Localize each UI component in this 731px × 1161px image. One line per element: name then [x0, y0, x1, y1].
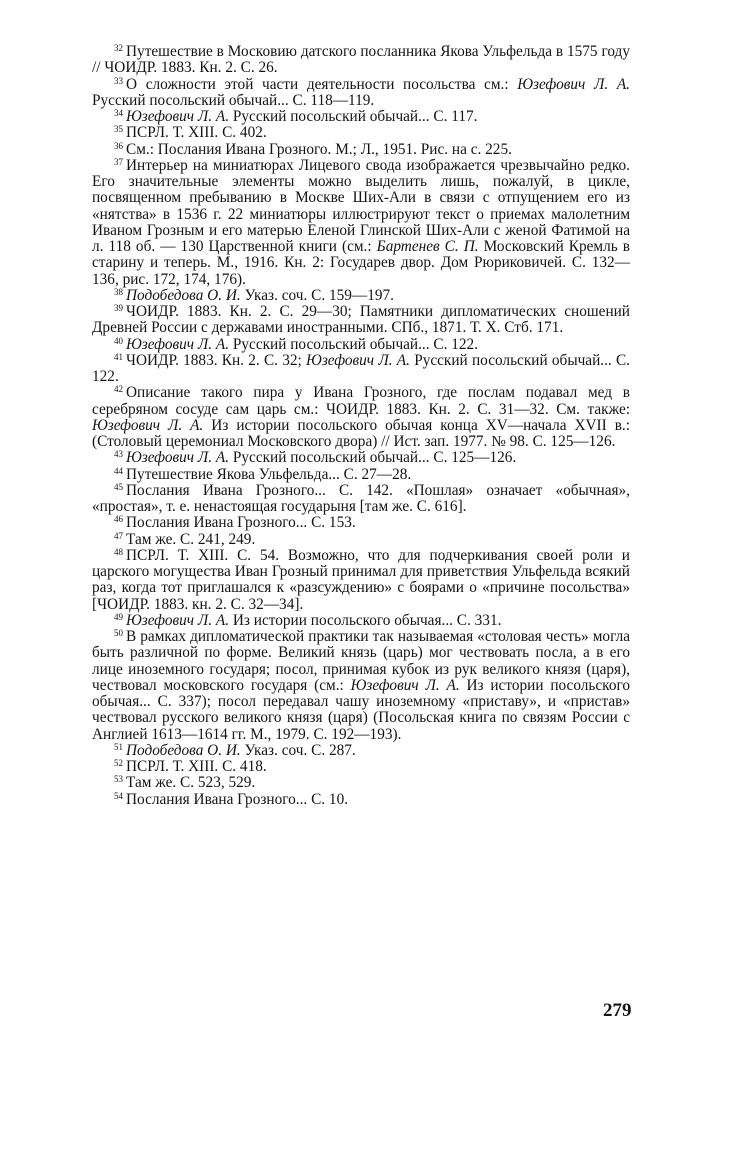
footnote: [92, 532, 630, 548]
footnote-text: Указ. соч. С. 287.: [240, 741, 356, 759]
footnote-number: 43: [114, 449, 123, 460]
footnote-text: О сложности этой части деятельности посольства см.:: [126, 75, 518, 93]
author-name: Юзефович Л. А.: [126, 611, 230, 629]
footnote-number: 40: [114, 335, 123, 346]
footnote-text: Русский посольский обычай... С. 122.: [92, 351, 631, 385]
footnote: [92, 142, 630, 158]
footnote-number: 54: [114, 790, 123, 801]
footnote-number: 46: [114, 514, 123, 525]
footnote-text: Русский посольский обычай... С. 118—119.: [92, 91, 375, 109]
footnote-text: Послания Ивана Грозного... С. 10.: [126, 790, 349, 808]
footnote-number: 53: [114, 774, 123, 785]
footnote-text: См.: Послания Ивана Грозного. М.; Л., 1951. Рис. на с. 225.: [126, 140, 512, 158]
footnote-text: Послания Ивана Грозного... С. 142. «Пошлая» означает «обычная», «простая», т. е. ненастоящая государыня [там же. С. 616].: [92, 481, 630, 515]
footnote: [92, 44, 630, 77]
footnote-text: ЧОИДР. 1883. Кн. 2. С. 29—30; Памятники дипломатических сношений Древней России с державами иностранными. СПб., 1871. Т. X. Стб. 171.: [92, 303, 630, 337]
footnote-number: 36: [114, 140, 123, 151]
footnote: [92, 467, 630, 483]
footnote-number: 49: [114, 611, 123, 622]
footnote-number: 47: [114, 530, 123, 541]
footnote-text: Послания Ивана Грозного... С. 153.: [126, 514, 356, 532]
author-name: Подобедова О. И.: [126, 741, 241, 759]
footnote: [92, 629, 630, 743]
footnote: [92, 337, 630, 353]
page-number: 279: [603, 1000, 632, 1021]
author-name: Юзефович Л. А.: [126, 449, 230, 467]
author-name: Юзефович Л. А.: [350, 676, 460, 694]
footnote: [92, 450, 630, 466]
footnote-text: Из истории посольского обычая конца XV—начала XVII в.: (Столовый церемониал Московского двора) // Ист. зап. 1977. № 98. С. 125—126.: [92, 416, 631, 450]
footnote-text: Путешествие Якова Ульфельда... С. 27—28.: [126, 465, 412, 483]
footnote-text: Из истории посольского обычая... С. 331.: [229, 611, 502, 629]
footnotes-list: [92, 44, 630, 808]
author-name: Юзефович Л. А.: [126, 108, 230, 125]
footnote-number: 41: [114, 351, 123, 362]
footnote-number: 34: [114, 108, 123, 118]
footnote-text: Там же. С. 241, 249.: [126, 530, 256, 548]
footnote-number: 50: [114, 628, 123, 638]
footnote-text: В рамках дипломатической практики так называемая «столовая честь» могла быть различной по форме. Великий князь (царь) мог чествовать посла, а в его лице иноземного государя; посол, принимая кубок из рук великого князя (царя), чествовал московского государя (см.:: [92, 628, 630, 694]
footnote-number: 51: [114, 741, 123, 752]
footnote-number: 38: [114, 286, 123, 297]
footnote: [92, 792, 630, 808]
footnote: [92, 548, 630, 613]
footnote: [92, 515, 630, 531]
footnote-text: Путешествие в Московию датского посланника Якова Ульфельда в 1575 году // ЧОИДР. 1883. Кн. 2. С. 26.: [92, 43, 630, 77]
footnote-text: Указ. соч. С. 159—197.: [240, 286, 394, 304]
footnote-text: Русский посольский обычай... С. 125—126.: [229, 449, 517, 467]
author-name: Юзефович Л. А.: [92, 416, 204, 434]
footnote: [92, 385, 630, 450]
author-name: Подобедова О. И.: [126, 286, 241, 304]
footnote-number: 39: [114, 303, 123, 313]
footnote: [92, 483, 630, 516]
footnote-number: 37: [114, 156, 123, 167]
author-name: Юзефович Л. А.: [517, 75, 630, 93]
footnote-text: Из истории посольского обычая... С. 337); посол передавал чашу иноземному «приставу», и «пристав» чествовал русского великого князя (царя) (Посольская книга по связям России с Англией 1613—1614 гг. М., 1979. С. 192—193).: [92, 676, 631, 743]
footnote-text: Русский посольский обычай... С. 117.: [229, 108, 478, 125]
footnote: [92, 353, 630, 386]
footnote-number: 35: [114, 124, 123, 135]
footnote-number: 45: [114, 481, 123, 492]
author-name: Юзефович Л. А.: [126, 335, 230, 353]
footnote: [92, 109, 630, 125]
footnote-number: 33: [114, 75, 123, 86]
footnote: [92, 288, 630, 304]
footnote: [92, 743, 630, 759]
footnote-number: 32: [114, 43, 123, 53]
author-name: Бартенев С. П.: [376, 238, 479, 255]
footnote: [92, 77, 630, 110]
footnote: [92, 613, 630, 629]
footnote-number: 44: [114, 465, 123, 476]
footnote-text: Московский Кремль в старину и теперь. М., 1916. Кн. 2: Государев двор. Дом Рюриковичей. С. 132—136, рис. 172, 174, 176).: [92, 238, 630, 288]
footnote-text: Русский посольский обычай... С. 122.: [229, 335, 479, 353]
footnote-text: Интерьер на миниатюрах Лицевого свода изображается чрезвычайно редко. Его значительные элементы можно выделить лишь, пожалуй, в цикле, посвященном пребыванию в Москве Ших-Али в связи с отпущением его из «нятства» в 1536 г. 22 миниатюры иллюстрируют текст о приемах малолетним Иваном Грозным и его матерью Еленой Глинской Ших-Али с женой Фатимой на л. 118 об. — 130 Царственной книги (см.:: [92, 156, 630, 255]
footnote-number: 48: [114, 546, 123, 557]
footnote-text: Там же. С. 523, 529.: [126, 774, 256, 792]
footnote: [92, 775, 630, 791]
footnote-text: ПСРЛ. Т. XIII. С. 402.: [126, 124, 267, 142]
footnote-text: ПСРЛ. Т. XIII. С. 54. Возможно, что для подчеркивания своей роли и царского могущества Иван Грозный принимал для приветствия Ульфельда всякий раз, когда тот приглашался к «разсуждению» с боярами о «причине посольства» [ЧОИДР. 1883. кн. 2. С. 32—34].: [92, 546, 630, 613]
footnote-text: ПСРЛ. Т. XIII. С. 418.: [126, 758, 267, 775]
footnote-text: Описание такого пира у Ивана Грозного, где послам подавал мед в серебряном сосуде сам царь см.: ЧОИДР. 1883. Кн. 2. С. 31—32. См. также:: [92, 384, 630, 418]
footnote-number: 52: [114, 758, 123, 768]
footnote-number: 42: [114, 384, 123, 395]
footnote: [92, 125, 630, 141]
footnote: [92, 304, 630, 337]
footnote: [92, 158, 630, 288]
author-name: Юзефович Л. А.: [306, 351, 410, 369]
footnote-text: ЧОИДР. 1883. Кн. 2. С. 32;: [126, 351, 307, 369]
footnote: [92, 759, 630, 775]
